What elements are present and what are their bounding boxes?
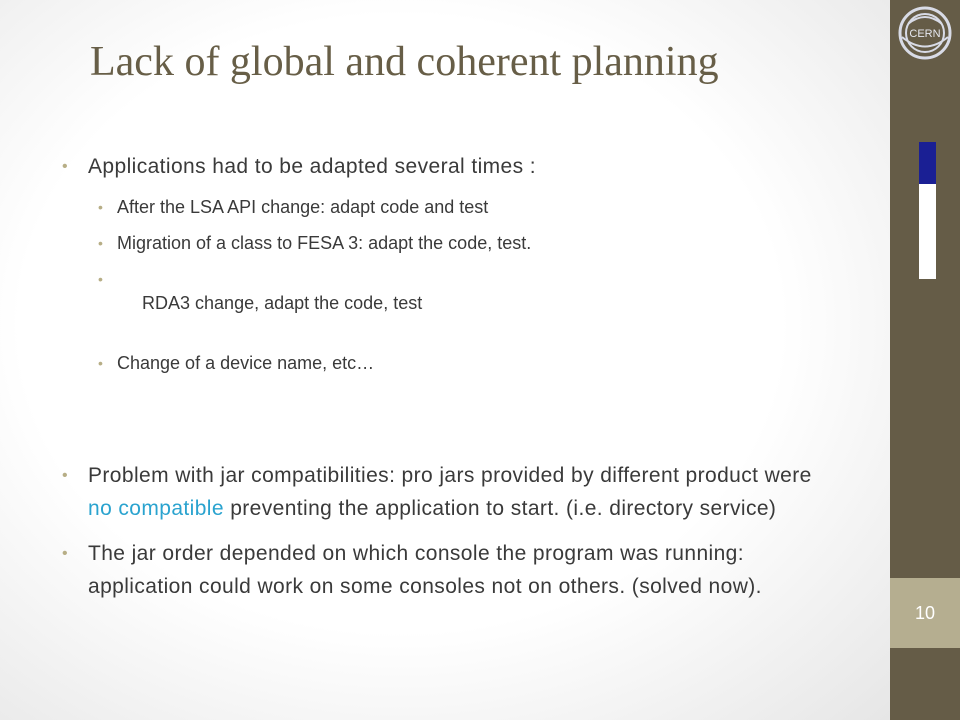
bullet-text: The jar order depended on which console the program was running: application could work on some consoles not on others. (solved now). xyxy=(88,542,762,598)
cern-logo-text: CERN xyxy=(909,28,941,40)
bullet-jar-compatibilities xyxy=(60,459,820,525)
slide-title: Lack of global and coherent planning xyxy=(90,39,719,85)
accent-bar-blue-segment xyxy=(919,142,936,184)
bullet-jar-order xyxy=(60,537,820,603)
cern-logo xyxy=(896,4,954,62)
sub-bullet-rda3 xyxy=(60,267,820,339)
bullet-text-pre: Problem with jar compatibilities: pro jars provided by different product were xyxy=(88,464,812,487)
sub-bullet-lsa-api xyxy=(60,195,820,219)
sub-bullet-text: Change of a device name, etc… xyxy=(117,353,375,373)
bullet-list xyxy=(60,150,820,603)
accent-bar xyxy=(919,142,936,279)
sub-bullet-device-name xyxy=(60,351,820,375)
highlighted-text: no compatible xyxy=(88,497,224,520)
bullet-text: Applications had to be adapted several times : xyxy=(88,155,536,178)
sub-bullet-fesa3 xyxy=(60,231,820,255)
bullet-applications-adapted xyxy=(60,150,820,183)
bullet-text-post: preventing the application to start. (i.e. directory service) xyxy=(223,497,777,520)
sub-bullet-text: Migration of a class to FESA 3: adapt the code, test. xyxy=(117,233,532,253)
sub-bullet-text: RDA3 change, adapt the code, test xyxy=(137,293,423,313)
slide-number: 10 xyxy=(890,578,960,648)
sub-bullet-text: After the LSA API change: adapt code and test xyxy=(117,197,489,217)
